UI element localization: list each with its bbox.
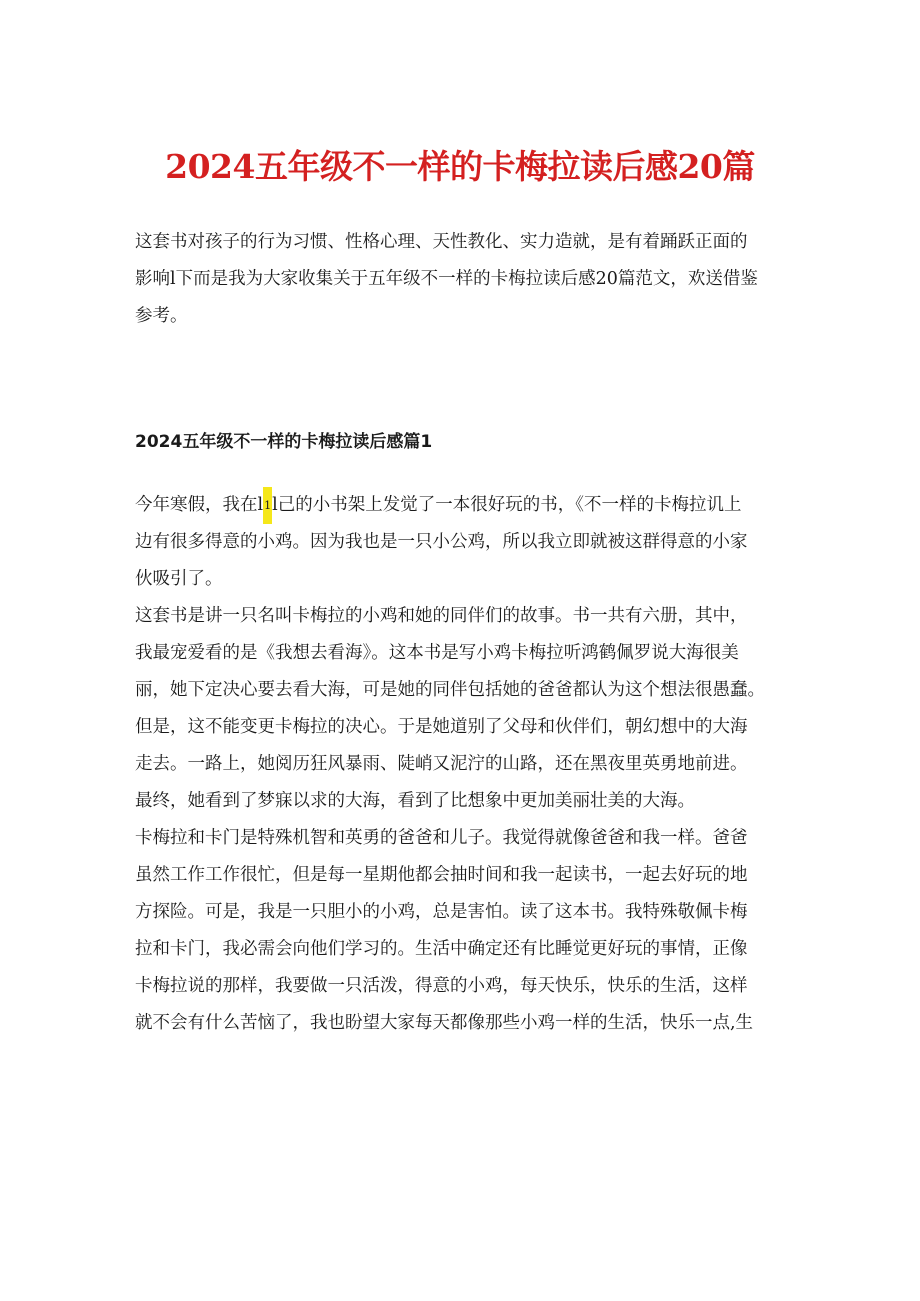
- essay-line: 我最宠爱看的是《我想去看海》。这本书是写小鸡卡梅拉听鸿鹤佩罗说大海很美: [135, 643, 739, 663]
- essay-text: l己的小书架上发觉了一本很好玩的书，《不一样的卡梅拉讥上: [272, 495, 742, 515]
- essay-line: 走去。一路上，她阅历狂风暴雨、陡峭又泥泞的山路，还在黑夜里英勇地前进。: [135, 754, 748, 774]
- essay-line: 伙吸引了。: [135, 569, 223, 589]
- intro-line: 这套书对孩子的行为习惯、性格心理、天性教化、实力造就，是有着踊跃正面的: [135, 232, 748, 252]
- essay-line: 虽然工作工作很忙，但是每一星期他都会抽时间和我一起读书，一起去好玩的地: [135, 865, 748, 885]
- essay-body: [135, 487, 800, 1042]
- essay-line: 方探险。可是，我是一只胆小的小鸡，总是害怕。读了这本书。我特殊敬佩卡梅: [135, 902, 748, 922]
- essay-line: 丽，她下定决心要去看大海，可是她的同伴包括她的爸爸都认为这个想法很愚蠢。: [135, 680, 765, 700]
- document-title: 2024五年级不一样的卡梅拉读后感20篇: [165, 147, 755, 186]
- essay-line: 这套书是讲一只名叫卡梅拉的小鸡和她的同伴们的故事。书一共有六册，其中，: [135, 606, 748, 626]
- intro-paragraph: [135, 224, 800, 335]
- essay-line: 卡梅拉和卡门是特殊机智和英勇的爸爸和儿子。我觉得就像爸爸和我一样。爸爸: [135, 828, 748, 848]
- highlight-mark: 1: [263, 487, 272, 524]
- essay-line: 最终，她看到了梦寐以求的大海，看到了比想象中更加美丽壮美的大海。: [135, 791, 695, 811]
- essay-line: 但是，这不能变更卡梅拉的决心。于是她道别了父母和伙伴们，朝幻想中的大海: [135, 717, 748, 737]
- section-heading: 2024五年级不一样的卡梅拉读后感篇1: [135, 432, 433, 452]
- essay-line: 卡梅拉说的那样，我要做一只活泼，得意的小鸡，每天快乐，快乐的生活，这样: [135, 976, 748, 996]
- intro-line: 参考。: [135, 306, 188, 326]
- essay-line: 就不会有什么苦恼了，我也盼望大家每天都像那些小鸡一样的生活，快乐一点,生: [135, 1013, 754, 1033]
- essay-text: 今年寒假，我在l: [135, 495, 264, 515]
- essay-line: 拉和卡门，我必需会向他们学习的。生活中确定还有比睡觉更好玩的事情，正像: [135, 939, 748, 959]
- essay-line: 边有很多得意的小鸡。因为我也是一只小公鸡，所以我立即就被这群得意的小家: [135, 532, 748, 552]
- intro-line: 影响l下而是我为大家收集关于五年级不一样的卡梅拉读后感20篇范文，欢送借鉴: [135, 269, 758, 289]
- essay-line: [135, 487, 800, 524]
